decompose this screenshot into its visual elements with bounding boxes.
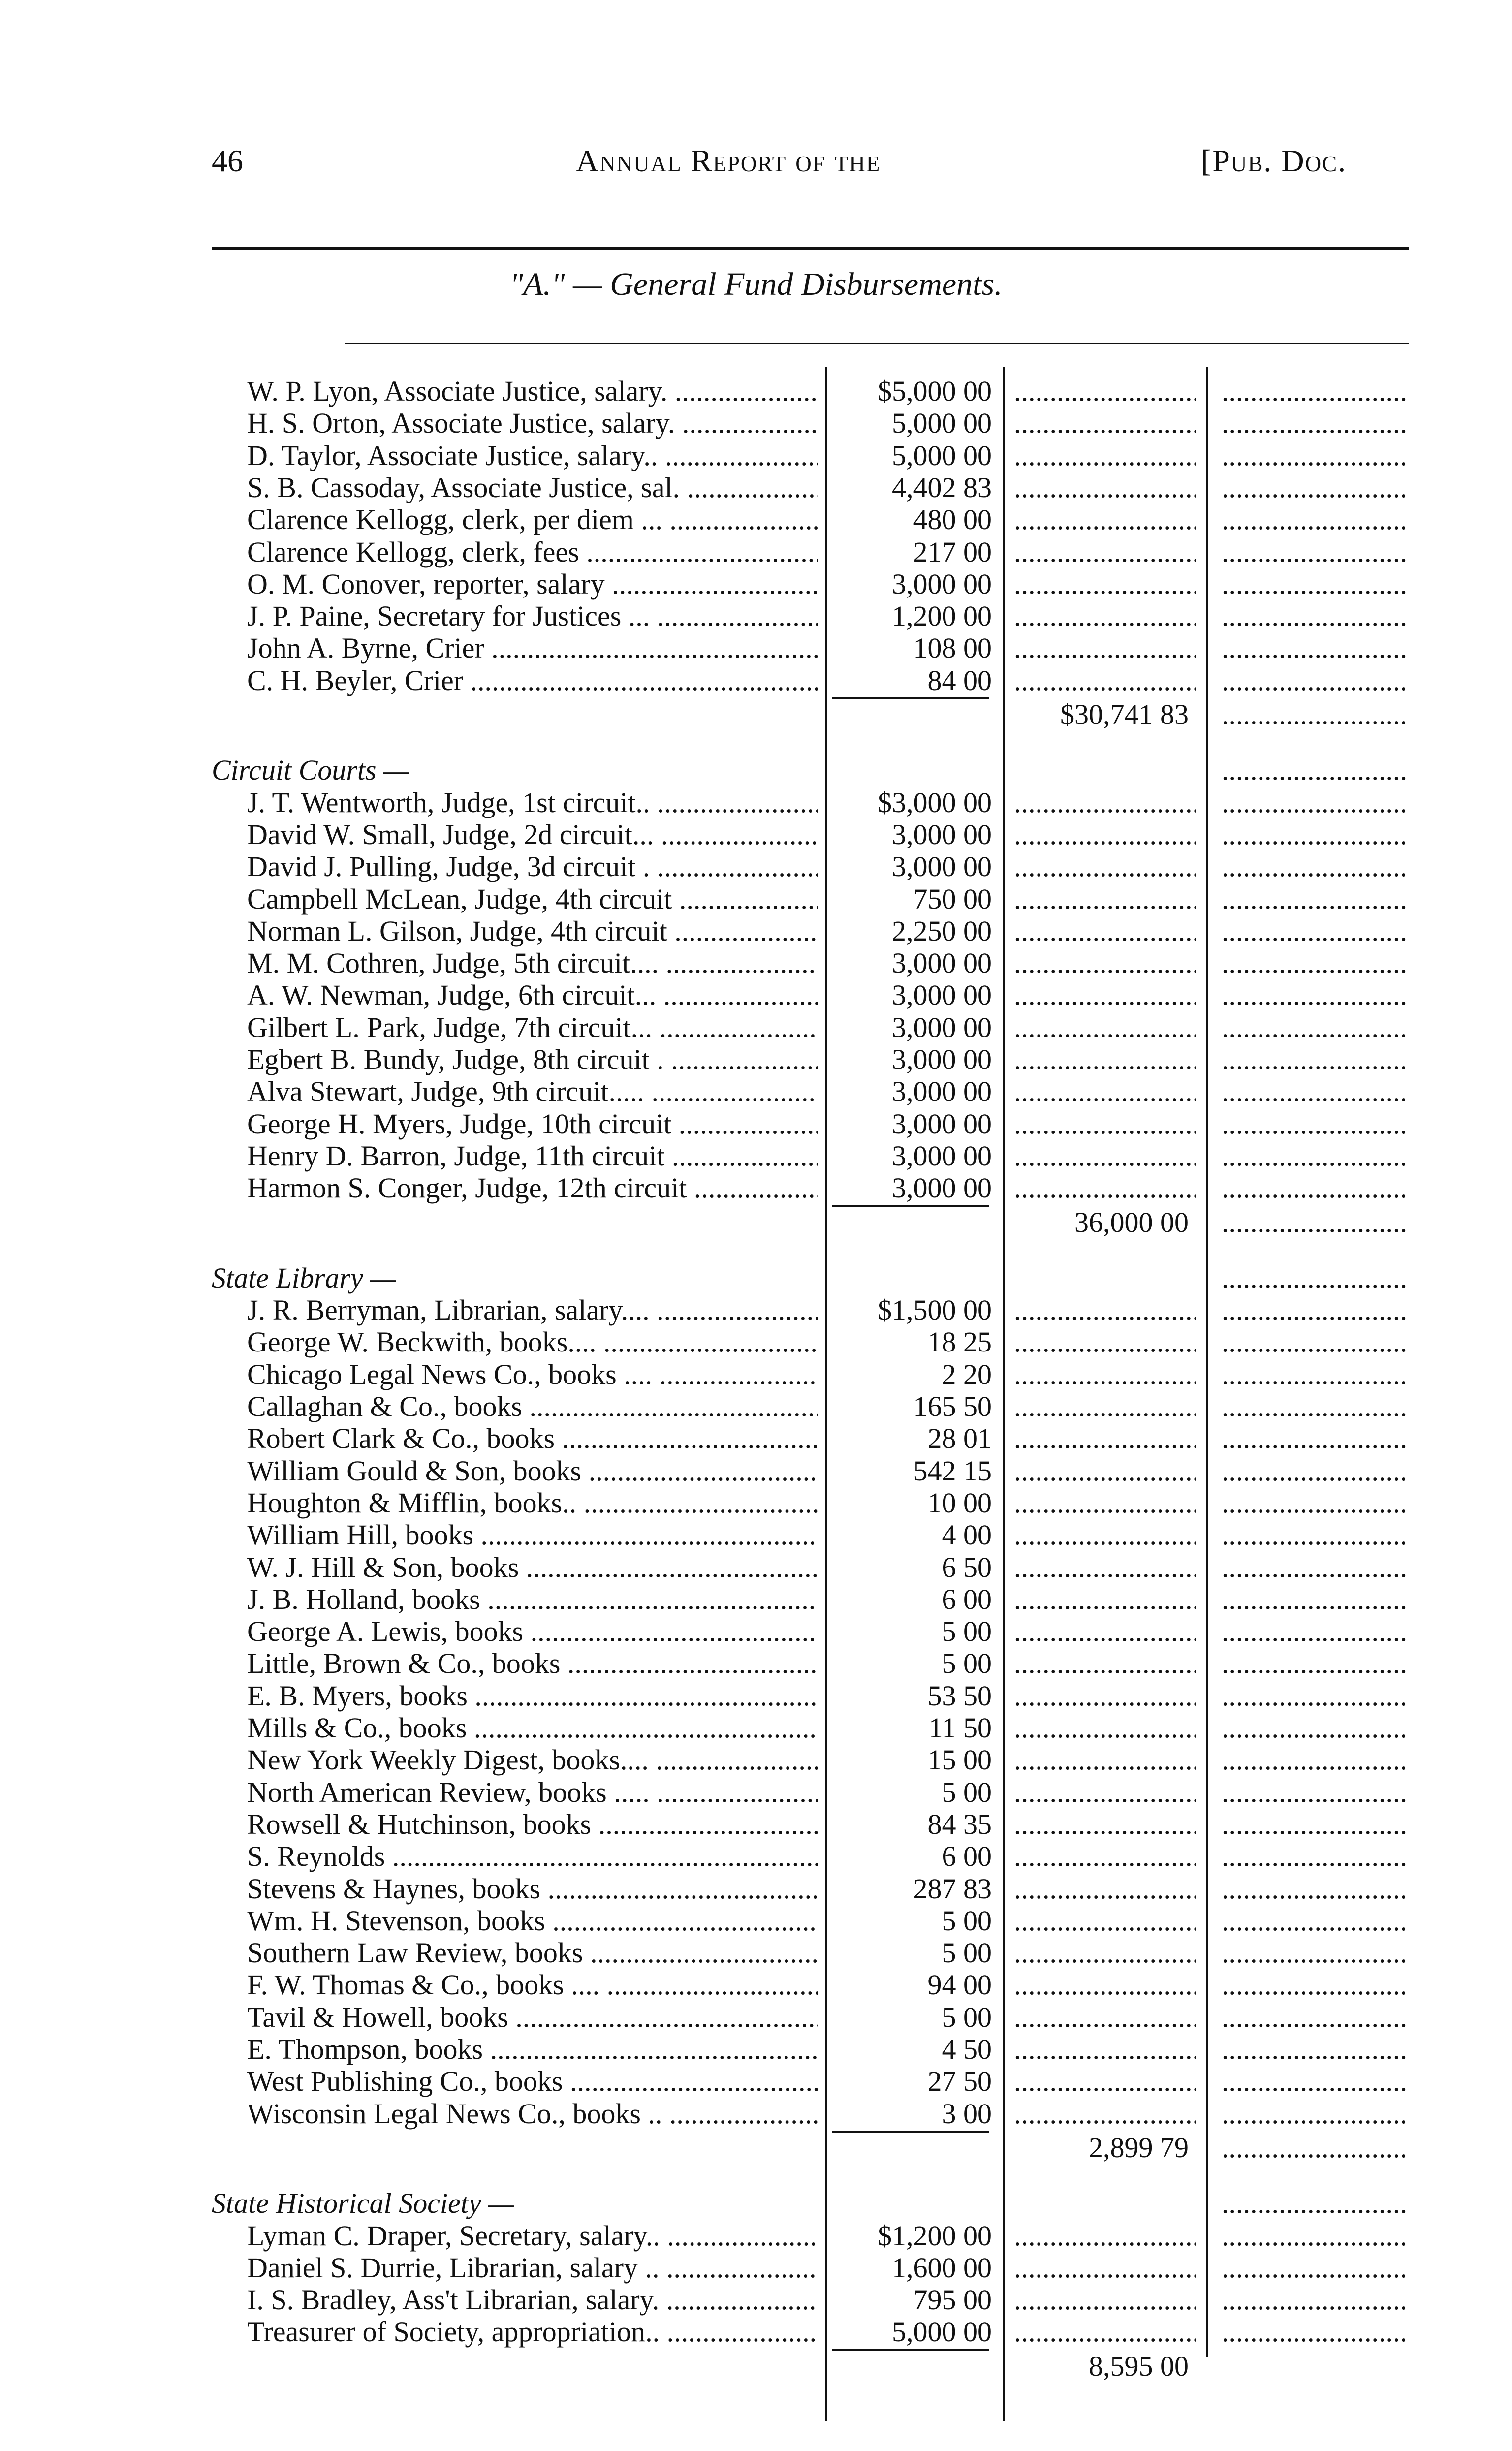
dot-leader [1222, 1358, 1409, 1391]
table-row [0, 1840, 1512, 1873]
table-row [0, 1647, 1512, 1680]
section-heading-row [0, 754, 1512, 786]
section-total: $30,741 83 [1060, 698, 1189, 730]
dot-leader [1014, 600, 1196, 632]
payee-name: Wisconsin Legal News Co., books .. ..... [247, 2098, 818, 2130]
payee-name: C. H. Beyler, Crier ..... [247, 664, 818, 697]
payee-name: John A. Byrne, Crier ..... [247, 632, 818, 664]
amount-cell: 2,250 00 [892, 914, 992, 947]
payee-name: Norman L. Gilson, Judge, 4th circuit ..... [247, 915, 818, 947]
dot-leader [1222, 883, 1409, 915]
dot-leader [1222, 818, 1409, 851]
dot-leader [1014, 632, 1196, 664]
dot-leader [1222, 754, 1409, 786]
payee-name: George A. Lewis, books ..... [247, 1615, 818, 1648]
dot-leader [1222, 632, 1409, 664]
dot-leader [1222, 1011, 1409, 1044]
payee-name: Egbert B. Bundy, Judge, 8th circuit . ..... [247, 1043, 818, 1076]
table-row [0, 440, 1512, 472]
dot-leader [1222, 1294, 1409, 1326]
dot-leader [1014, 1776, 1196, 1809]
payee-name: Mills & Co., books ..... [247, 1712, 818, 1744]
dot-leader [1014, 2033, 1196, 2066]
table-row [0, 1615, 1512, 1648]
payee-name: Alva Stewart, Judge, 9th circuit..... ..... [247, 1075, 818, 1108]
table-row [0, 2284, 1512, 2316]
table-row [0, 2065, 1512, 2098]
payee-name: D. Taylor, Associate Justice, salary.. ..... [247, 440, 818, 472]
table-row [0, 1937, 1512, 1969]
dot-leader [1014, 947, 1196, 979]
amount-cell: 750 00 [913, 882, 992, 915]
payee-name: Clarence Kellogg, clerk, fees ..... [247, 536, 818, 568]
title-rule [345, 343, 1409, 344]
table-row [0, 1905, 1512, 1937]
amount-cell: $5,000 00 [878, 375, 992, 407]
table-row [0, 632, 1512, 664]
dot-leader [1222, 1840, 1409, 1873]
table-row [0, 1969, 1512, 2001]
dot-leader [1222, 664, 1409, 697]
dot-leader [1014, 1712, 1196, 1744]
dot-leader [1014, 1744, 1196, 1776]
dot-leader [1222, 600, 1409, 632]
dot-leader [1014, 1840, 1196, 1873]
amount-cell: $1,500 00 [878, 1294, 992, 1326]
payee-name: Rowsell & Hutchinson, books ..... [247, 1808, 818, 1841]
dot-leader [1014, 915, 1196, 947]
dot-leader [1222, 375, 1409, 408]
table-row [0, 1680, 1512, 1712]
payee-name: Robert Clark & Co., books ..... [247, 1422, 818, 1455]
amount-cell: 5,000 00 [892, 439, 992, 471]
amount-cell: 542 15 [913, 1454, 992, 1487]
payee-name: North American Review, books ..... ..... [247, 1776, 818, 1809]
amount-cell: 5 00 [942, 1904, 992, 1937]
payee-name: Clarence Kellogg, clerk, per diem ... ..... [247, 503, 818, 536]
table-row [0, 1390, 1512, 1423]
dot-leader [1014, 2284, 1196, 2316]
dot-leader [1014, 375, 1196, 408]
dot-leader [1014, 440, 1196, 472]
amount-cell: 3,000 00 [892, 1139, 992, 1172]
dot-leader [1014, 786, 1196, 819]
payee-name: George W. Beckwith, books.... ..... [247, 1326, 818, 1358]
dot-leader [1222, 2065, 1409, 2098]
dot-leader [1014, 2065, 1196, 2098]
payee-name: J. R. Berryman, Librarian, salary.... ..... [247, 1294, 818, 1326]
dot-leader [1222, 1937, 1409, 1969]
table-row [0, 2252, 1512, 2284]
dot-leader [1014, 850, 1196, 883]
dot-leader [1014, 1140, 1196, 1172]
amount-cell: 84 00 [927, 664, 992, 696]
dot-leader [1222, 2316, 1409, 2348]
amount-cell: 6 00 [942, 1583, 992, 1615]
table-row [0, 2033, 1512, 2066]
section-heading-row [0, 1262, 1512, 1294]
table-row [0, 1519, 1512, 1551]
dot-leader [1222, 1905, 1409, 1937]
payee-name: Daniel S. Durrie, Librarian, salary .. ..... [247, 2252, 818, 2284]
dot-leader [1014, 2316, 1196, 2348]
dot-leader [1014, 1583, 1196, 1616]
table-row [0, 1712, 1512, 1744]
amount-cell: 287 83 [913, 1872, 992, 1905]
dot-leader [1222, 979, 1409, 1011]
dot-leader [1014, 1615, 1196, 1648]
amount-cell: 3,000 00 [892, 1172, 992, 1204]
dot-leader [1014, 2220, 1196, 2252]
amount-cell: 5,000 00 [892, 2316, 992, 2348]
dot-leader [1222, 2098, 1409, 2130]
dot-leader [1222, 1140, 1409, 1172]
amount-cell: 3,000 00 [892, 1075, 992, 1108]
dot-leader [1222, 440, 1409, 472]
dot-leader [1014, 1172, 1196, 1204]
table-row [0, 1075, 1512, 1108]
amount-cell: 18 25 [927, 1326, 992, 1358]
dot-leader [1014, 1358, 1196, 1391]
amount-cell: 4,402 83 [892, 471, 992, 503]
payee-name: S. Reynolds ..... [247, 1840, 818, 1873]
amount-cell: 10 00 [927, 1486, 992, 1519]
table-row [0, 1487, 1512, 1519]
section-heading: State Historical Society — [212, 2187, 514, 2220]
dot-leader [1222, 1744, 1409, 1776]
dot-leader [1014, 1108, 1196, 1140]
amount-cell: 3,000 00 [892, 567, 992, 600]
table-row [0, 568, 1512, 600]
dot-leader [1222, 1043, 1409, 1076]
dot-leader [1014, 818, 1196, 851]
payee-name: Henry D. Barron, Judge, 11th circuit ..... [247, 1140, 818, 1172]
dot-leader [1222, 1262, 1409, 1294]
section-total: 2,899 79 [1089, 2131, 1189, 2164]
payee-name: New York Weekly Digest, books.... ..... [247, 1744, 818, 1776]
section-total: 8,595 00 [1089, 2350, 1189, 2382]
dot-leader [1222, 1583, 1409, 1616]
amount-cell: 15 00 [927, 1744, 992, 1776]
payee-name: William Gould & Son, books ..... [247, 1455, 818, 1487]
amount-cell: 5 00 [942, 1647, 992, 1680]
dot-leader [1222, 1712, 1409, 1744]
payee-name: M. M. Cothren, Judge, 5th circuit.... ..... [247, 947, 818, 979]
dot-leader [1014, 1043, 1196, 1076]
amount-cell: 3,000 00 [892, 818, 992, 850]
payee-name: J. P. Paine, Secretary for Justices ... ..... [247, 600, 818, 632]
dot-leader [1014, 979, 1196, 1011]
amount-cell: 108 00 [913, 632, 992, 664]
table-row [0, 1873, 1512, 1905]
dot-leader [1222, 1969, 1409, 2001]
table-row [0, 883, 1512, 915]
table-row [0, 503, 1512, 536]
table-row [0, 1043, 1512, 1076]
amount-cell: 11 50 [928, 1712, 992, 1744]
amount-cell: 3,000 00 [892, 1107, 992, 1140]
table-row [0, 1294, 1512, 1326]
amount-cell: 53 50 [927, 1679, 992, 1712]
section-heading: State Library — [212, 1261, 396, 1294]
amount-cell: 3,000 00 [892, 1011, 992, 1043]
payee-name: Harmon S. Conger, Judge, 12th circuit ..... [247, 1172, 818, 1204]
payee-name: David W. Small, Judge, 2d circuit... ..... [247, 818, 818, 851]
payee-name: West Publishing Co., books ..... [247, 2065, 818, 2098]
amount-cell: 480 00 [913, 503, 992, 536]
table-row [0, 1140, 1512, 1172]
table-row [0, 947, 1512, 979]
dot-leader [1222, 536, 1409, 568]
dot-leader [1222, 1519, 1409, 1551]
table-row [0, 1108, 1512, 1140]
amount-cell: 3,000 00 [892, 1043, 992, 1075]
table-row [0, 1583, 1512, 1616]
payee-name: Houghton & Mifflin, books.. ..... [247, 1487, 818, 1519]
dot-leader [1222, 1326, 1409, 1358]
total-row [0, 2132, 1512, 2164]
payee-name: Gilbert L. Park, Judge, 7th circuit... ..... [247, 1011, 818, 1044]
dot-leader [1222, 850, 1409, 883]
payee-name: David J. Pulling, Judge, 3d circuit . ..... [247, 850, 818, 883]
amount-cell: 3,000 00 [892, 979, 992, 1011]
amount-cell: 4 00 [942, 1519, 992, 1551]
payee-name: Campbell McLean, Judge, 4th circuit ..... [247, 883, 818, 915]
dot-leader [1014, 2098, 1196, 2130]
table-row [0, 1455, 1512, 1487]
dot-leader [1222, 471, 1409, 504]
dot-leader [1014, 1551, 1196, 1584]
payee-name: E. Thompson, books ..... [247, 2033, 818, 2066]
table-row [0, 600, 1512, 632]
dot-leader [1222, 1647, 1409, 1680]
payee-name: A. W. Newman, Judge, 6th circuit... ..... [247, 979, 818, 1011]
dot-leader [1222, 2284, 1409, 2316]
dot-leader [1222, 947, 1409, 979]
dot-leader [1014, 1647, 1196, 1680]
table-row [0, 850, 1512, 883]
dot-leader [1014, 1390, 1196, 1423]
dot-leader [1014, 1680, 1196, 1712]
dot-leader [1014, 503, 1196, 536]
table-row [0, 2001, 1512, 2034]
payee-name: E. B. Myers, books ..... [247, 1680, 818, 1712]
page-number: 46 [212, 143, 243, 178]
table-row [0, 1551, 1512, 1584]
amount-cell: 795 00 [913, 2284, 992, 2316]
dot-leader [1014, 2252, 1196, 2284]
amount-cell: 1,600 00 [892, 2251, 992, 2284]
dot-leader [1014, 1905, 1196, 1937]
table-row [0, 471, 1512, 504]
running-head: Annual Report of the [576, 143, 881, 178]
amount-cell: 84 35 [927, 1808, 992, 1840]
payee-name: Callaghan & Co., books ..... [247, 1390, 818, 1423]
amount-cell: 1,200 00 [892, 600, 992, 632]
payee-name: J. B. Holland, books ..... [247, 1583, 818, 1616]
amount-cell: 27 50 [927, 2065, 992, 2098]
amount-cell: 5 00 [942, 1937, 992, 1969]
table-row [0, 1011, 1512, 1044]
dot-leader [1014, 1294, 1196, 1326]
payee-name: William Hill, books ..... [247, 1519, 818, 1551]
dot-leader [1222, 1108, 1409, 1140]
table-title: "A." — General Fund Disbursements. [509, 266, 1003, 302]
dot-leader [1222, 698, 1409, 731]
dot-leader [1222, 407, 1409, 440]
dot-leader [1014, 1455, 1196, 1487]
payee-name: Lyman C. Draper, Secretary, salary.. ..... [247, 2220, 818, 2252]
amount-cell: 3,000 00 [892, 947, 992, 979]
table-row [0, 536, 1512, 568]
dot-leader [1014, 1326, 1196, 1358]
dot-leader [1222, 1487, 1409, 1519]
amount-cell: 217 00 [913, 535, 992, 568]
dot-leader [1222, 568, 1409, 600]
amount-cell: 2 20 [942, 1358, 992, 1390]
amount-cell: 3,000 00 [892, 850, 992, 883]
dot-leader [1222, 1206, 1409, 1239]
dot-leader [1014, 1075, 1196, 1108]
total-row [0, 2350, 1512, 2383]
payee-name: F. W. Thomas & Co., books .... ..... [247, 1969, 818, 2001]
dot-leader [1222, 1455, 1409, 1487]
dot-leader [1222, 2132, 1409, 2164]
dot-leader [1014, 2001, 1196, 2034]
amount-cell: 5,000 00 [892, 407, 992, 440]
payee-name: S. B. Cassoday, Associate Justice, sal. ..... [247, 471, 818, 504]
payee-name: Treasurer of Society, appropriation.. ..... [247, 2316, 818, 2348]
total-row [0, 698, 1512, 731]
table-row [0, 2220, 1512, 2252]
dot-leader [1014, 568, 1196, 600]
table-row [0, 407, 1512, 440]
payee-name: H. S. Orton, Associate Justice, salary. ..... [247, 407, 818, 440]
dot-leader [1014, 664, 1196, 697]
table-row [0, 1744, 1512, 1776]
dot-leader [1222, 503, 1409, 536]
table-row [0, 1172, 1512, 1204]
amount-cell: 6 50 [942, 1551, 992, 1583]
dot-leader [1222, 2187, 1409, 2220]
dot-leader [1222, 1422, 1409, 1455]
amount-cell: 5 00 [942, 1615, 992, 1648]
payee-name: J. T. Wentworth, Judge, 1st circuit.. ..... [247, 786, 818, 819]
table-row [0, 979, 1512, 1011]
dot-leader [1222, 786, 1409, 819]
dot-leader [1222, 2001, 1409, 2034]
dot-leader [1222, 2220, 1409, 2252]
amount-cell: 28 01 [927, 1422, 992, 1455]
dot-leader [1222, 1680, 1409, 1712]
payee-name: Southern Law Review, books ..... [247, 1937, 818, 1969]
payee-name: George H. Myers, Judge, 10th circuit ..... [247, 1108, 818, 1140]
dot-leader [1014, 1808, 1196, 1841]
amount-cell: $1,200 00 [878, 2219, 992, 2252]
dot-leader [1014, 471, 1196, 504]
dot-leader [1222, 1390, 1409, 1423]
table-row [0, 1422, 1512, 1455]
table-row [0, 664, 1512, 697]
payee-name: Chicago Legal News Co., books .... ..... [247, 1358, 818, 1391]
table-row [0, 2316, 1512, 2348]
payee-name: Tavil & Howell, books ..... [247, 2001, 818, 2034]
section-heading: Circuit Courts — [212, 754, 409, 786]
header-rule [212, 247, 1409, 250]
document-label: [Pub. Doc. [1201, 143, 1347, 178]
dot-leader [1014, 1011, 1196, 1044]
table-row [0, 1358, 1512, 1391]
payee-name: Little, Brown & Co., books ..... [247, 1647, 818, 1680]
table-row [0, 1326, 1512, 1358]
amount-cell: 165 50 [913, 1390, 992, 1422]
total-row [0, 1206, 1512, 1239]
amount-cell: 94 00 [927, 1969, 992, 2001]
payee-name: I. S. Bradley, Ass't Librarian, salary. ..... [247, 2284, 818, 2316]
dot-leader [1014, 1519, 1196, 1551]
section-total: 36,000 00 [1074, 1206, 1189, 1238]
dot-leader [1014, 1873, 1196, 1905]
dot-leader [1014, 536, 1196, 568]
table-row [0, 1776, 1512, 1809]
section-heading-row [0, 2187, 1512, 2220]
amount-cell: 5 00 [942, 2001, 992, 2033]
dot-leader [1014, 1487, 1196, 1519]
dot-leader [1222, 1075, 1409, 1108]
table-row [0, 786, 1512, 819]
payee-name: Wm. H. Stevenson, books ..... [247, 1905, 818, 1937]
payee-name: W. J. Hill & Son, books ..... [247, 1551, 818, 1584]
dot-leader [1222, 1808, 1409, 1841]
payee-name: Stevens & Haynes, books ..... [247, 1873, 818, 1905]
amount-cell: 3 00 [942, 2097, 992, 2130]
table-row [0, 2098, 1512, 2130]
dot-leader [1222, 2033, 1409, 2066]
dot-leader [1222, 1873, 1409, 1905]
dot-leader [1014, 1937, 1196, 1969]
dot-leader [1222, 1776, 1409, 1809]
amount-cell: $3,000 00 [878, 786, 992, 818]
table-row [0, 818, 1512, 851]
dot-leader [1222, 915, 1409, 947]
table-row [0, 375, 1512, 408]
amount-cell: 5 00 [942, 1776, 992, 1808]
payee-name: W. P. Lyon, Associate Justice, salary. ..... [247, 375, 818, 408]
payee-name: O. M. Conover, reporter, salary ..... [247, 568, 818, 600]
dot-leader [1014, 407, 1196, 440]
dot-leader [1222, 1551, 1409, 1584]
dot-leader [1222, 1172, 1409, 1204]
amount-cell: 6 00 [942, 1840, 992, 1873]
table-row [0, 1808, 1512, 1841]
dot-leader [1014, 883, 1196, 915]
dot-leader [1222, 2252, 1409, 2284]
table-row [0, 915, 1512, 947]
dot-leader [1222, 1615, 1409, 1648]
dot-leader [1014, 1969, 1196, 2001]
dot-leader [1014, 1422, 1196, 1455]
amount-cell: 4 50 [942, 2033, 992, 2065]
